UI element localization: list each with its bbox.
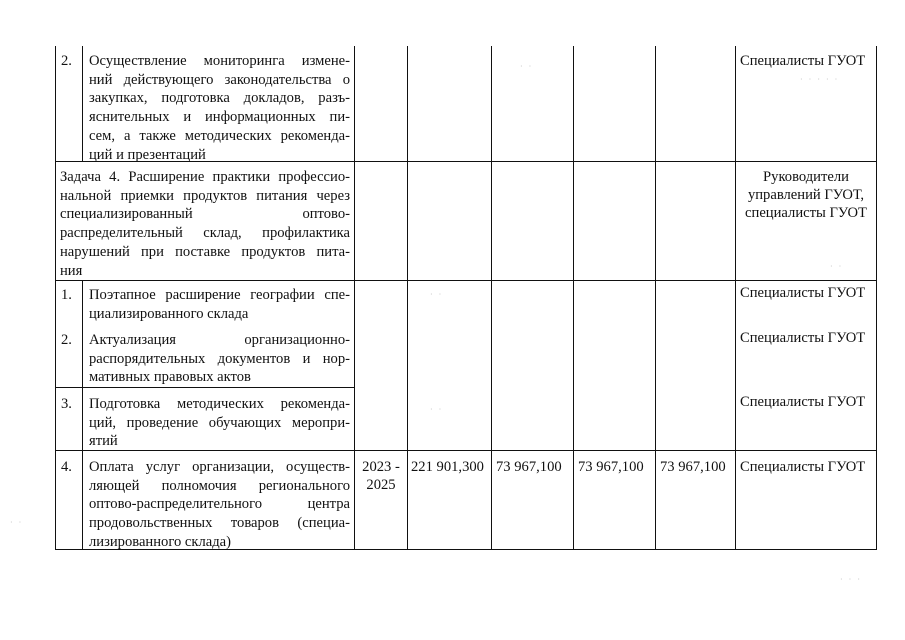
description-line: нальной приемки продуктов питания через	[60, 187, 350, 204]
description-line: мативных правовых актов	[89, 369, 251, 386]
amount-2023: 73 967,100	[496, 459, 562, 475]
period-start: 2023 -	[362, 459, 400, 475]
task-description	[60, 168, 350, 280]
responsible-cell: Специалисты ГУОТ	[740, 394, 866, 410]
description-line: продовольственных товаров (специа-	[89, 515, 350, 532]
description-line: Осуществление мониторинга измене-	[89, 53, 350, 69]
row-description	[89, 52, 350, 164]
description-line: Поэтапное расширение географии спе-	[89, 287, 350, 303]
responsible-cell: Специалисты ГУОТ	[740, 285, 866, 301]
description-line: специализированный оптово-	[60, 206, 350, 223]
table-rule	[876, 46, 877, 550]
table-rule	[491, 46, 492, 550]
amount-2024: 73 967,100	[578, 459, 644, 475]
description-line: лизированного склада)	[89, 533, 232, 550]
description-line: ятий	[89, 433, 118, 450]
table-rule	[655, 46, 656, 550]
description-line: Задача 4. Расширение практики профессио-	[60, 169, 350, 185]
row-number: 3.	[61, 396, 72, 412]
row-number: 2.	[61, 53, 72, 69]
description-line: Актуализация организационно-	[89, 332, 350, 348]
table-rule	[55, 46, 56, 550]
description-line: оптово-распределительного центра	[89, 496, 350, 513]
table-rule	[735, 46, 736, 550]
scan-noise: · ·	[10, 518, 24, 527]
description-line: яснительных и информационных пи-	[89, 109, 350, 126]
responsible-cell: Специалисты ГУОТ	[740, 53, 866, 69]
description-line: ций и презентаций	[89, 146, 206, 163]
description-line: распределительный склад, профилактика	[60, 225, 350, 242]
row-description	[89, 286, 350, 323]
responsible-cell	[736, 168, 876, 222]
responsible-line: управлений ГУОТ,	[747, 187, 865, 203]
description-line: циализированного склада	[89, 305, 249, 322]
responsible-cell: Специалисты ГУОТ	[740, 330, 866, 346]
row-description	[89, 331, 350, 387]
description-line: нарушений при поставке продуктов пита-	[60, 243, 350, 260]
description-line: Оплата услуг организации, осуществ-	[89, 459, 350, 475]
responsible-cell: Специалисты ГУОТ	[740, 459, 866, 475]
scan-noise: · ·	[830, 262, 844, 271]
scan-noise: · ·	[430, 290, 444, 299]
table-rule	[407, 46, 408, 550]
description-line: распорядительных документов и нор-	[89, 350, 350, 367]
description-line: закупках, подготовка докладов, разъ-	[89, 90, 350, 107]
amount-2025: 73 967,100	[660, 459, 726, 475]
description-line: ляющей полномочия регионального	[89, 477, 350, 494]
table-rule	[573, 46, 574, 550]
row-description	[89, 395, 350, 451]
responsible-line: Руководители	[763, 169, 849, 185]
row-number: 2.	[61, 332, 72, 348]
scan-noise: · ·	[430, 405, 444, 414]
scan-noise: · ·	[520, 62, 534, 71]
scan-noise: · · · · ·	[800, 75, 840, 84]
description-line: ний действующего законодательства о	[89, 71, 350, 88]
period-end: 2025	[366, 477, 396, 493]
description-line: сем, а также методических рекоменда-	[89, 127, 350, 144]
description-line: ния	[60, 262, 83, 279]
description-line: ций, проведение обучающих меропри-	[89, 414, 350, 431]
table-rule	[82, 280, 83, 550]
table-rule	[82, 46, 83, 162]
total-amount: 221 901,300	[411, 459, 484, 475]
responsible-line: специалисты ГУОТ	[745, 205, 867, 221]
description-line: Подготовка методических рекоменда-	[89, 396, 350, 412]
row-description	[89, 458, 350, 552]
scan-noise: · · ·	[840, 575, 862, 584]
table-rule	[55, 387, 355, 388]
row-number: 1.	[61, 287, 72, 303]
period-cell	[355, 458, 407, 494]
row-number: 4.	[61, 459, 72, 475]
